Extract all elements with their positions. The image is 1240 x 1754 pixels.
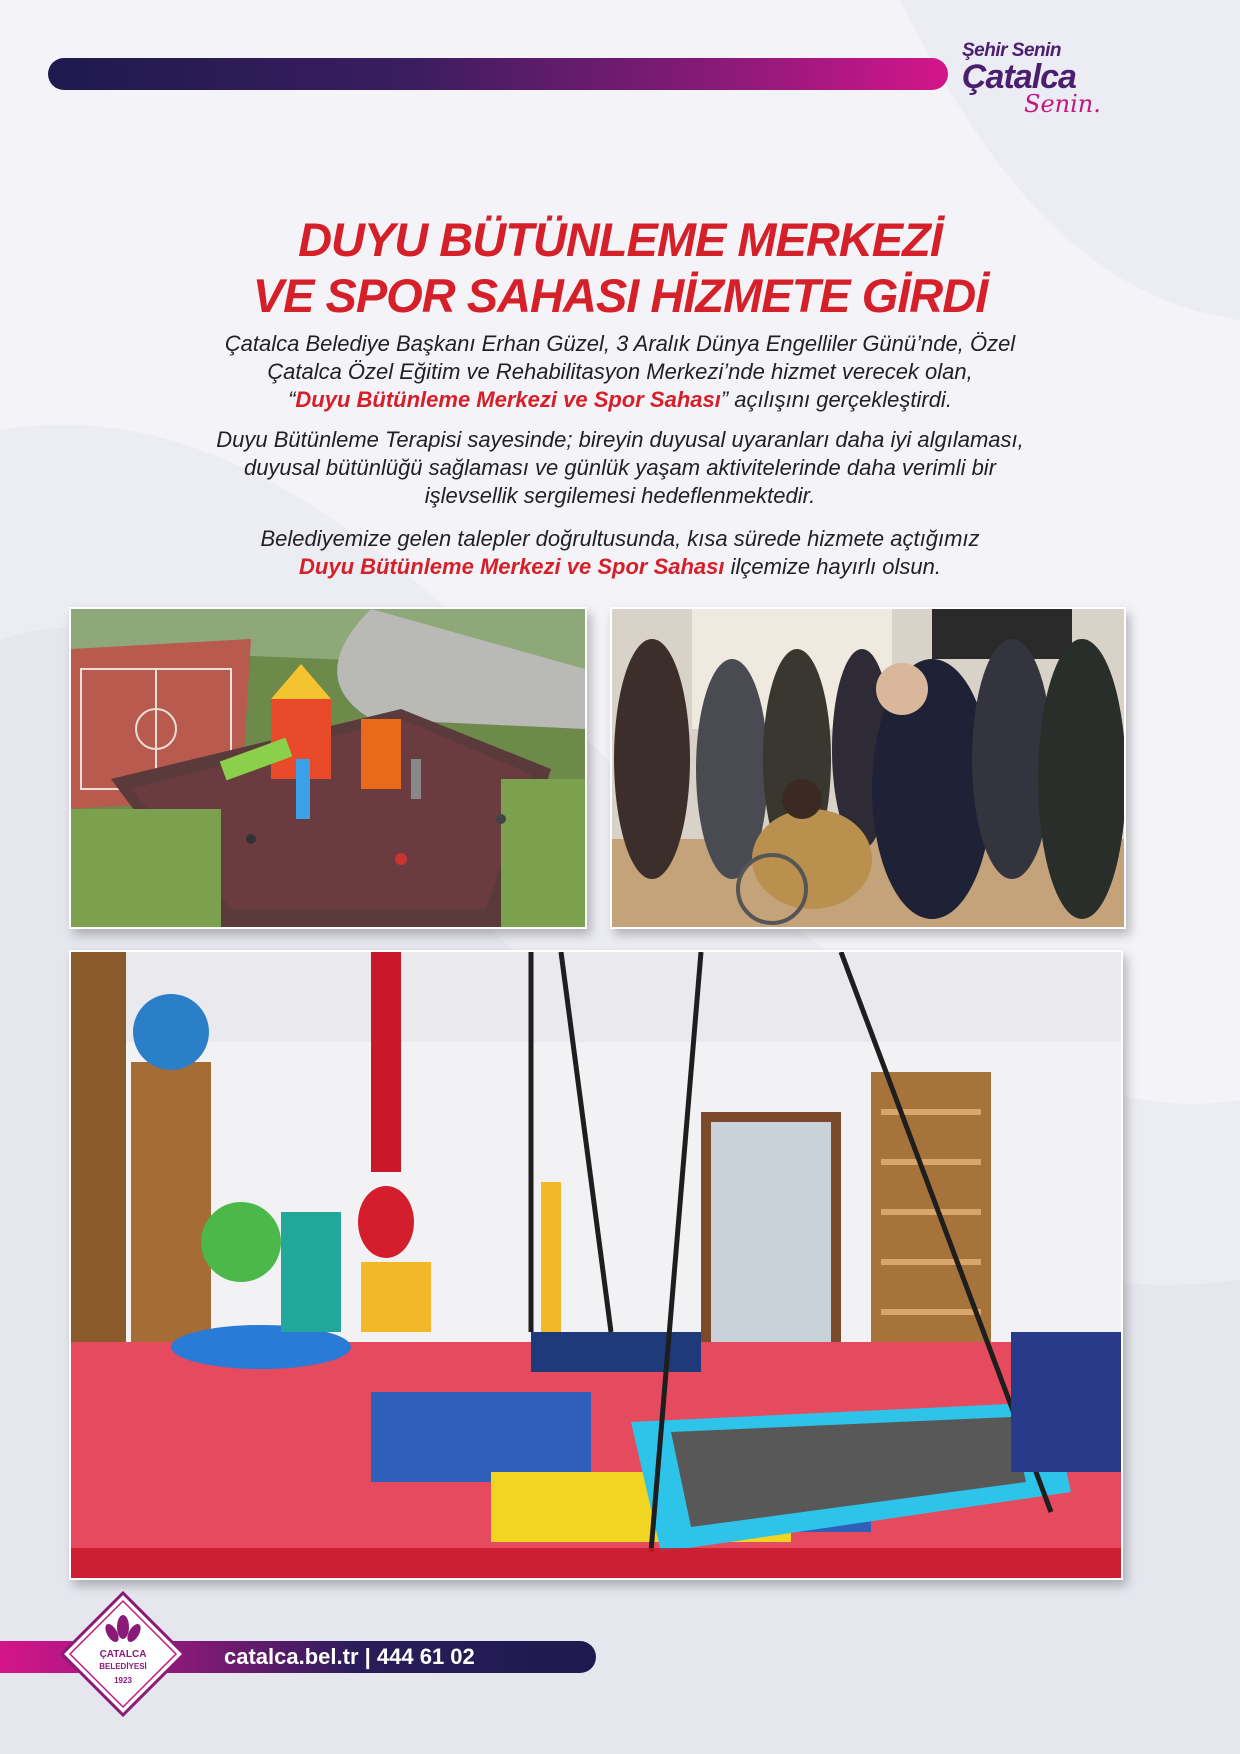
title-line2: VE SPOR SAHASI HİZMETE GİRDİ — [252, 269, 988, 322]
page-title — [0, 212, 1240, 324]
emblem-line2: BELEDİYESİ — [99, 1662, 147, 1671]
p2-line2: duyusal bütünlüğü sağlaması ve günlük yaşam aktivitelerinde daha verimli bir — [243, 455, 997, 480]
p1-line2: Çatalca Özel Eğitim ve Rehabilitasyon Merkezi’nde hizmet verecek olan, — [267, 359, 973, 384]
footer-contact[interactable]: catalca.bel.tr | 444 61 02 — [224, 1644, 475, 1669]
brand-logo — [958, 38, 1108, 118]
intro-paragraph — [70, 330, 1170, 414]
p1-open-quote: “ — [288, 387, 296, 412]
p1-tail: ” açılışını gerçekleştirdi. — [720, 387, 952, 412]
emblem-year: 1923 — [114, 1676, 132, 1685]
p3-highlight: Duyu Bütünleme Merkezi ve Spor Sahası — [299, 554, 725, 579]
mayor-visit-photo — [610, 607, 1126, 929]
emblem-line1: ÇATALCA — [99, 1649, 147, 1660]
closing-paragraph — [70, 525, 1170, 581]
title-line1: DUYU BÜTÜNLEME MERKEZİ — [298, 213, 942, 266]
brand-line2: Çatalca — [962, 58, 1076, 96]
brand-line1: Şehir Senin — [962, 40, 1062, 61]
p2-line1: Duyu Bütünleme Terapisi sayesinde; bireyin duyusal uyaranları daha iyi algılaması, — [216, 427, 1024, 452]
therapy-paragraph — [70, 426, 1170, 510]
p1-highlight: Duyu Bütünleme Merkezi ve Spor Sahası — [295, 387, 721, 412]
p3-tail: ilçemize hayırlı olsun. — [724, 554, 941, 579]
brand-line3: Senin. — [1024, 90, 1101, 118]
p3-line2 — [70, 553, 1170, 581]
p3-line1: Belediyemize gelen talepler doğrultusunda, kısa sürede hizmete açtığımız — [260, 526, 980, 551]
p1-line1: Çatalca Belediye Başkanı Erhan Güzel, 3 Aralık Dünya Engelliler Günü’nde, Özel — [224, 331, 1016, 356]
sensory-room-photo — [69, 950, 1123, 1580]
header-gradient-bar — [48, 58, 948, 90]
municipality-emblem-icon — [60, 1591, 186, 1717]
playground-aerial-photo — [69, 607, 587, 929]
p2-line3: işlevsellik sergilemesi hedeflenmektedir. — [424, 483, 816, 508]
p1-line3 — [70, 386, 1170, 414]
